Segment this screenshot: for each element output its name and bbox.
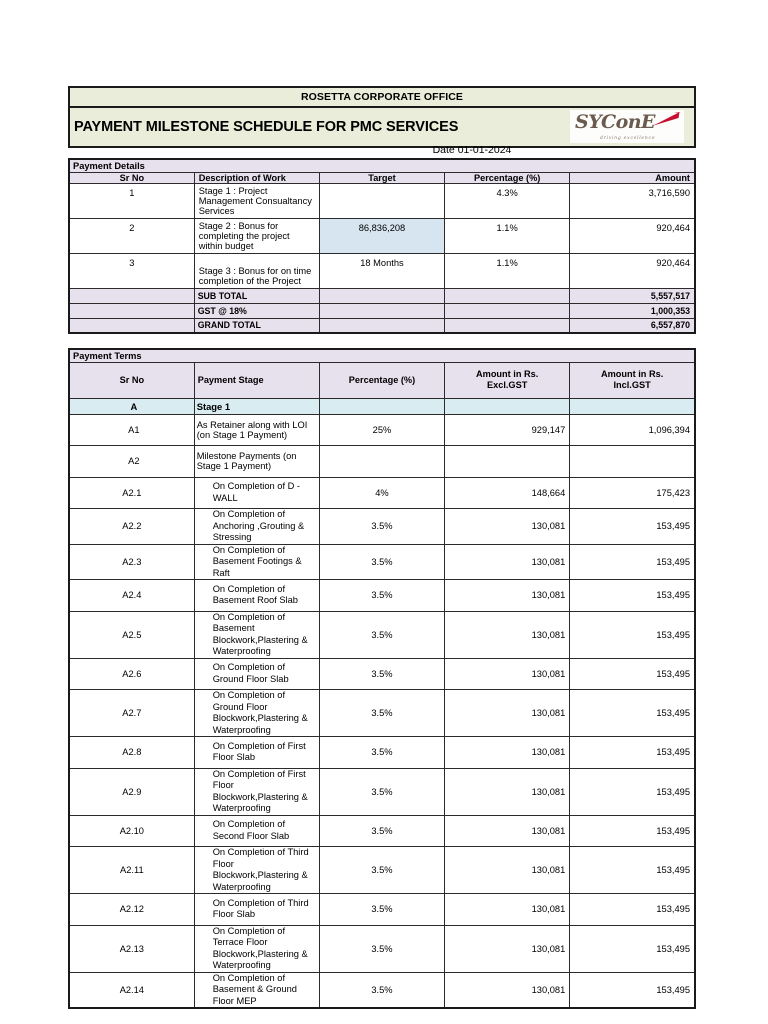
sycone-logo xyxy=(570,110,684,143)
cell-amount-incl-gst: 153,495 xyxy=(570,690,695,737)
cell-percentage: 3.5% xyxy=(319,925,444,972)
cell-amount-incl-gst: 153,495 xyxy=(570,580,695,612)
grand-total-amount: 6,557,870 xyxy=(570,318,695,333)
cell-percentage: 4% xyxy=(319,477,444,509)
cell-percentage xyxy=(319,446,444,478)
cell-percentage: 3.5% xyxy=(319,972,444,1008)
grand-total-label: GRAND TOTAL xyxy=(194,318,319,333)
cell-percentage: 3.5% xyxy=(319,658,444,690)
column-header-amount-excl-gst xyxy=(445,362,570,398)
column-header-description: Description of Work xyxy=(194,172,319,183)
payment-details-band-label: Payment Details xyxy=(69,159,695,172)
cell-amount: 920,464 xyxy=(570,253,695,288)
cell-amount-incl-gst: 153,495 xyxy=(570,658,695,690)
table-row xyxy=(69,218,695,253)
cell-amount-incl-gst: 153,495 xyxy=(570,544,695,580)
cell-amount-excl-gst: 130,081 xyxy=(445,815,570,847)
cell-sr-no: A2.7 xyxy=(69,690,194,737)
cell-spacer xyxy=(319,398,444,414)
cell-percentage: 1.1% xyxy=(445,218,570,253)
cell-target: 18 Months xyxy=(319,253,444,288)
cell-amount-excl-gst: 148,664 xyxy=(445,477,570,509)
gst-amount: 1,000,353 xyxy=(570,303,695,318)
company-header-row xyxy=(70,88,694,108)
cell-amount: 3,716,590 xyxy=(570,183,695,218)
cell-sr-no: A2.8 xyxy=(69,737,194,769)
payment-details-band-row xyxy=(69,159,695,172)
cell-amount-excl-gst: 130,081 xyxy=(445,544,570,580)
cell-amount-incl-gst: 153,495 xyxy=(570,509,695,545)
milestone-row xyxy=(69,894,695,926)
cell-payment-stage: On Completion of Terrace Floor Blockwork,Plastering & Waterproofing xyxy=(194,925,319,972)
milestone-row xyxy=(69,580,695,612)
milestone-row xyxy=(69,611,695,658)
cell-amount-incl-gst: 153,495 xyxy=(570,737,695,769)
cell-percentage: 3.5% xyxy=(319,509,444,545)
cell-sr-no: A2 xyxy=(69,446,194,478)
cell-amount-incl-gst: 153,495 xyxy=(570,847,695,894)
cell-amount-excl-gst: 130,081 xyxy=(445,737,570,769)
cell-percentage: 3.5% xyxy=(319,737,444,769)
page-title: PAYMENT MILESTONE SCHEDULE FOR PMC SERVICES xyxy=(74,119,459,135)
amount-excl-line-1: Amount in Rs. xyxy=(476,369,539,379)
cell-payment-stage: On Completion of Basement Roof Slab xyxy=(194,580,319,612)
payment-details-body xyxy=(69,159,695,333)
cell-percentage: 3.5% xyxy=(319,690,444,737)
milestone-row xyxy=(69,972,695,1008)
cell-amount: 920,464 xyxy=(570,218,695,253)
subtotal-amount: 5,557,517 xyxy=(570,288,695,303)
payment-terms-header-row xyxy=(69,362,695,398)
cell-target: 86,836,208 xyxy=(319,218,444,253)
document-title-row xyxy=(70,108,694,146)
cell-spacer xyxy=(445,318,570,333)
stage-group-label: Stage 1 xyxy=(194,398,319,414)
cell-amount-excl-gst: 130,081 xyxy=(445,690,570,737)
cell-spacer xyxy=(69,303,194,318)
milestone-row xyxy=(69,768,695,815)
cell-amount-incl-gst xyxy=(570,446,695,478)
cell-amount-excl-gst xyxy=(445,446,570,478)
cell-target xyxy=(319,183,444,218)
cell-amount-excl-gst: 130,081 xyxy=(445,658,570,690)
cell-sr-no: A2.12 xyxy=(69,894,194,926)
cell-spacer xyxy=(445,398,570,414)
cell-payment-stage: As Retainer along with LOI (on Stage 1 Payment) xyxy=(194,414,319,446)
cell-amount-excl-gst: 130,081 xyxy=(445,894,570,926)
cell-amount-incl-gst: 153,495 xyxy=(570,815,695,847)
gst-label: GST @ 18% xyxy=(194,303,319,318)
payment-term-row xyxy=(69,446,695,478)
cell-payment-stage: On Completion of Third Floor Slab xyxy=(194,894,319,926)
payment-terms-band-row xyxy=(69,349,695,362)
cell-description: Stage 2 : Bonus for completing the project within budget xyxy=(194,218,319,253)
column-header-amount-incl-gst xyxy=(570,362,695,398)
cell-sr-no: 3 xyxy=(69,253,194,288)
cell-spacer xyxy=(445,303,570,318)
cell-spacer xyxy=(319,288,444,303)
cell-payment-stage: On Completion of Basement Footings & Raft xyxy=(194,544,319,580)
cell-spacer xyxy=(69,288,194,303)
cell-payment-stage: On Completion of Ground Floor Blockwork,Plastering & Waterproofing xyxy=(194,690,319,737)
cell-spacer xyxy=(445,288,570,303)
payment-details-table xyxy=(68,158,696,334)
cell-amount-incl-gst: 153,495 xyxy=(570,768,695,815)
cell-amount-excl-gst: 130,081 xyxy=(445,580,570,612)
cell-sr-no: A2.1 xyxy=(69,477,194,509)
cell-sr-no: A1 xyxy=(69,414,194,446)
stage-group-row xyxy=(69,398,695,414)
milestone-row xyxy=(69,544,695,580)
document-date: Date 01-01-2024 xyxy=(432,144,512,156)
cell-amount-excl-gst: 929,147 xyxy=(445,414,570,446)
cell-amount-excl-gst: 130,081 xyxy=(445,925,570,972)
amount-incl-line-2: Incl.GST xyxy=(613,380,651,390)
grand-total-row xyxy=(69,318,695,333)
cell-payment-stage: On Completion of First Floor Slab xyxy=(194,737,319,769)
subtotal-row xyxy=(69,288,695,303)
column-header-percentage: Percentage (%) xyxy=(319,362,444,398)
column-header-sr-no: Sr No xyxy=(69,172,194,183)
cell-amount-excl-gst: 130,081 xyxy=(445,768,570,815)
milestone-row xyxy=(69,815,695,847)
cell-payment-stage: On Completion of First Floor Blockwork,Plastering & Waterproofing xyxy=(194,768,319,815)
cell-percentage: 25% xyxy=(319,414,444,446)
payment-terms-body xyxy=(69,349,695,1008)
cell-sr-no: A2.6 xyxy=(69,658,194,690)
logo-wordmark: SYConE xyxy=(575,111,656,133)
milestone-row xyxy=(69,847,695,894)
cell-sr-no: A2.10 xyxy=(69,815,194,847)
cell-payment-stage: On Completion of Ground Floor Slab xyxy=(194,658,319,690)
company-name: ROSETTA CORPORATE OFFICE xyxy=(300,91,464,103)
cell-amount-incl-gst: 175,423 xyxy=(570,477,695,509)
cell-sr-no: A2.14 xyxy=(69,972,194,1008)
cell-sr-no: 2 xyxy=(69,218,194,253)
cell-percentage: 3.5% xyxy=(319,815,444,847)
gst-row xyxy=(69,303,695,318)
column-header-sr-no: Sr No xyxy=(69,362,194,398)
logo-swoosh-icon xyxy=(651,111,681,127)
stage-group-sr: A xyxy=(69,398,194,414)
cell-amount-excl-gst: 130,081 xyxy=(445,972,570,1008)
cell-percentage: 3.5% xyxy=(319,580,444,612)
cell-spacer xyxy=(69,318,194,333)
milestone-row xyxy=(69,737,695,769)
cell-payment-stage: Milestone Payments (on Stage 1 Payment) xyxy=(194,446,319,478)
column-header-target: Target xyxy=(319,172,444,183)
cell-amount-excl-gst: 130,081 xyxy=(445,611,570,658)
cell-sr-no: A2.5 xyxy=(69,611,194,658)
cell-sr-no: A2.9 xyxy=(69,768,194,815)
cell-amount-incl-gst: 153,495 xyxy=(570,894,695,926)
cell-description: Stage 3 : Bonus for on time completion of the Project xyxy=(194,253,319,288)
payment-terms-table xyxy=(68,348,696,1009)
cell-payment-stage: On Completion of D -WALL xyxy=(194,477,319,509)
milestone-row xyxy=(69,477,695,509)
milestone-row xyxy=(69,658,695,690)
cell-percentage: 3.5% xyxy=(319,894,444,926)
logo-tagline: driving excellence xyxy=(600,136,656,141)
cell-sr-no: A2.2 xyxy=(69,509,194,545)
amount-excl-line-2: Excl.GST xyxy=(486,380,528,390)
cell-percentage: 1.1% xyxy=(445,253,570,288)
column-header-amount: Amount xyxy=(570,172,695,183)
title-block xyxy=(68,86,696,148)
column-header-percentage: Percentage (%) xyxy=(445,172,570,183)
milestone-row xyxy=(69,690,695,737)
cell-payment-stage: On Completion of Anchoring ,Grouting & Stressing xyxy=(194,509,319,545)
cell-percentage: 3.5% xyxy=(319,611,444,658)
cell-amount-incl-gst: 1,096,394 xyxy=(570,414,695,446)
cell-spacer xyxy=(319,318,444,333)
cell-amount-incl-gst: 153,495 xyxy=(570,611,695,658)
payment-details-header-row xyxy=(69,172,695,183)
cell-payment-stage: On Completion of Basement Blockwork,Plastering & Waterproofing xyxy=(194,611,319,658)
cell-amount-excl-gst: 130,081 xyxy=(445,509,570,545)
table-row xyxy=(69,253,695,288)
cell-spacer xyxy=(319,303,444,318)
cell-sr-no: 1 xyxy=(69,183,194,218)
milestone-row xyxy=(69,925,695,972)
cell-description: Stage 1 : Project Management Consualtancy Services xyxy=(194,183,319,218)
cell-payment-stage: On Completion of Second Floor Slab xyxy=(194,815,319,847)
cell-percentage: 3.5% xyxy=(319,768,444,815)
cell-payment-stage: On Completion of Third Floor Blockwork,Plastering & Waterproofing xyxy=(194,847,319,894)
cell-sr-no: A2.13 xyxy=(69,925,194,972)
cell-payment-stage: On Completion of Basement & Ground Floor MEP xyxy=(194,972,319,1008)
payment-term-row xyxy=(69,414,695,446)
cell-sr-no: A2.4 xyxy=(69,580,194,612)
cell-percentage: 4.3% xyxy=(445,183,570,218)
cell-sr-no: A2.3 xyxy=(69,544,194,580)
cell-spacer xyxy=(570,398,695,414)
cell-amount-incl-gst: 153,495 xyxy=(570,925,695,972)
cell-sr-no: A2.11 xyxy=(69,847,194,894)
amount-incl-line-1: Amount in Rs. xyxy=(600,369,664,379)
table-row xyxy=(69,183,695,218)
cell-amount-excl-gst: 130,081 xyxy=(445,847,570,894)
milestone-row xyxy=(69,509,695,545)
cell-percentage: 3.5% xyxy=(319,544,444,580)
cell-amount-incl-gst: 153,495 xyxy=(570,972,695,1008)
cell-percentage: 3.5% xyxy=(319,847,444,894)
subtotal-label: SUB TOTAL xyxy=(194,288,319,303)
column-header-payment-stage: Payment Stage xyxy=(194,362,319,398)
payment-terms-band-label: Payment Terms xyxy=(69,349,695,362)
